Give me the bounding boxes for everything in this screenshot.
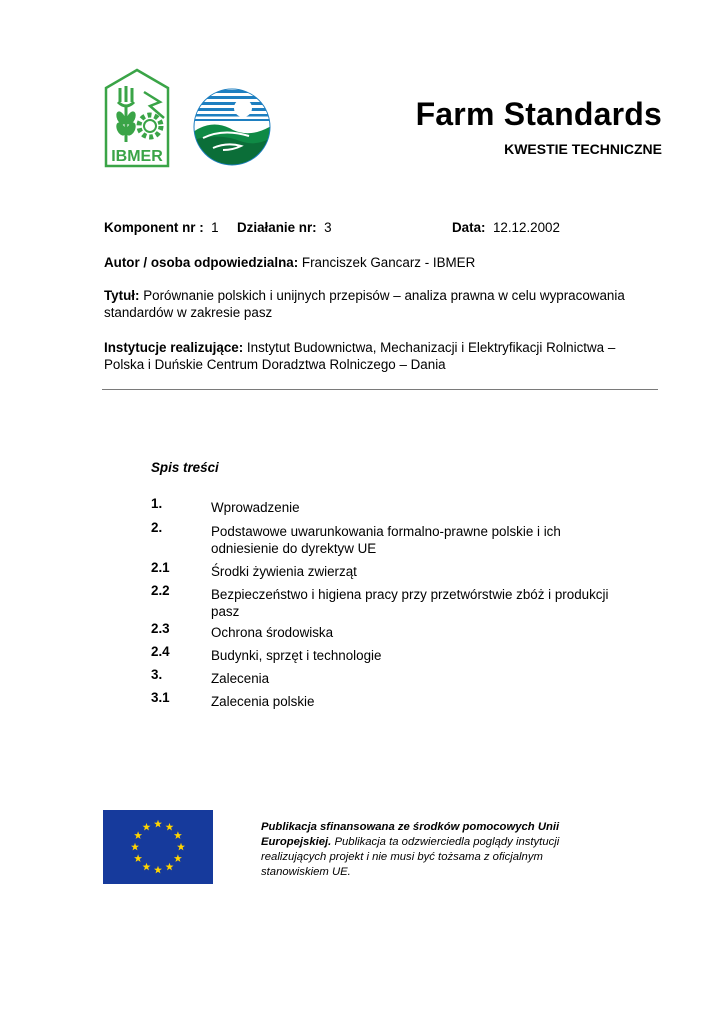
toc-item-number: 3. <box>151 667 163 682</box>
toc-item-number: 2. <box>151 520 163 535</box>
toc-item-text: Budynki, sprzęt i technologie <box>211 648 382 663</box>
toc-item-text: Zalecenia <box>211 671 270 686</box>
landscape-globe-logo <box>193 88 271 166</box>
component-value: 1 <box>211 220 219 235</box>
page-title: Farm Standards <box>415 96 662 132</box>
toc-item-text: Podstawowe uwarunkowania formalno-prawne polskie i ich odniesienie do dyrektyw UE <box>211 524 561 556</box>
action-label: Działanie nr: <box>237 220 317 235</box>
date-label: Data: <box>452 220 486 235</box>
action-value: 3 <box>324 220 332 235</box>
institutions-row <box>104 339 644 373</box>
title-value: Porównanie polskich i unijnych przepisów – analiza prawna w celu wypracowania standardów w zakresie pasz <box>104 288 625 320</box>
toc-item-number: 3.1 <box>151 690 170 705</box>
ibmer-logo <box>104 68 170 168</box>
toc-item-text: Bezpieczeństwo i higiena pracy przy przetwórstwie zbóż i produkcji pasz <box>211 587 609 619</box>
eu-funding-note <box>261 820 601 880</box>
toc-heading: Spis treści <box>151 460 219 475</box>
toc-item-text: Środki żywienia zwierząt <box>211 564 357 579</box>
title-label: Tytuł: <box>104 288 140 303</box>
date-value: 12.12.2002 <box>492 220 560 235</box>
horizontal-divider <box>102 389 658 390</box>
toc-item-number: 2.1 <box>151 560 170 575</box>
author-row <box>104 254 664 271</box>
author-label: Autor / osoba odpowiedzialna: <box>104 255 299 270</box>
toc-item-text: Ochrona środowiska <box>211 625 334 640</box>
eu-note-bold: Publikacja sfinansowana ze środków pomocowych Unii Europejskiej. <box>261 821 560 848</box>
ibmer-logo-text: IBMER <box>111 148 163 165</box>
toc-item-number: 1. <box>151 496 163 511</box>
institutions-value: Instytut Budownictwa, Mechanizacji i Elektryfikacji Rolnictwa – Polska i Duńskie Centrum Doradztwa Rolniczego – Dania <box>104 340 616 372</box>
page-subtitle: KWESTIE TECHNICZNE <box>504 141 662 157</box>
toc-item-number: 2.2 <box>151 583 170 598</box>
toc-item-text: Wprowadzenie <box>211 500 300 515</box>
component-label: Komponent nr : <box>104 220 204 235</box>
toc-item-number: 2.3 <box>151 621 170 636</box>
author-value: Franciszek Gancarz - IBMER <box>301 255 476 270</box>
document-title-row <box>104 287 644 321</box>
eu-flag <box>103 810 213 884</box>
eu-note-rest: Publikacja ta odzwierciedla poglądy instytucji realizujących projekt i nie musi być tożsama z oficjalnym stanowiskiem UE. <box>261 836 560 878</box>
institutions-label: Instytucje realizujące: <box>104 340 244 355</box>
toc-item-number: 2.4 <box>151 644 170 659</box>
toc-item-text: Zalecenia polskie <box>211 694 315 709</box>
